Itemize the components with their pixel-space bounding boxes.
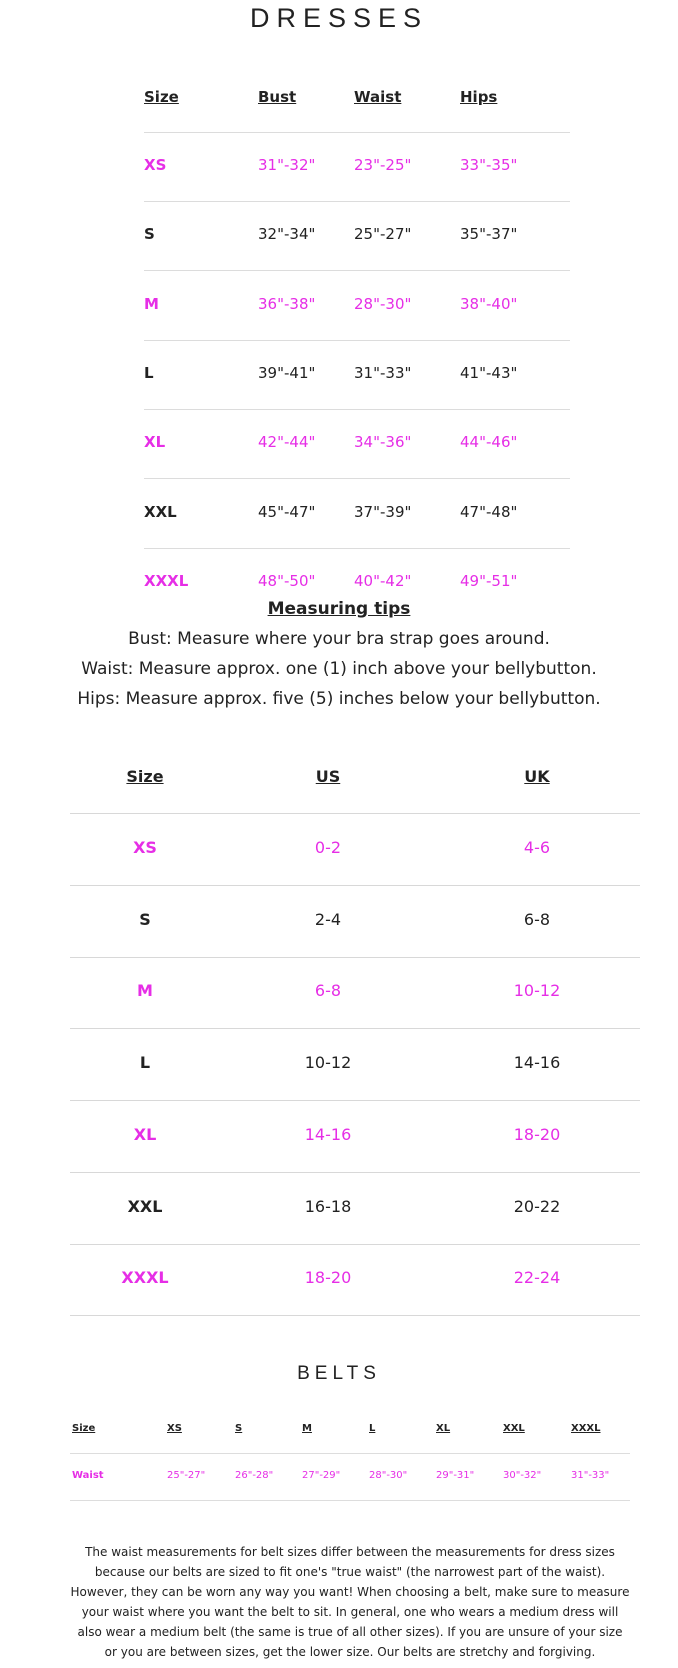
bust-cell: 36"-38" (258, 295, 316, 313)
belt-header-xs: XS (167, 1423, 182, 1434)
row-divider (70, 1500, 630, 1501)
measurement-row (0, 221, 678, 247)
tip-bust: Bust: Measure where your bra strap goes around. (128, 629, 550, 649)
tip-hips: Hips: Measure approx. five (5) inches below your bellybutton. (77, 689, 601, 709)
header-size: Size (144, 88, 179, 106)
conversion-row (0, 1193, 678, 1221)
belt-header-s: S (235, 1423, 243, 1434)
bust-cell: 31"-32" (258, 156, 316, 174)
bust-cell: 32"-34" (258, 225, 316, 243)
belts-title: BELTS (297, 1363, 381, 1384)
size-cell: XL (133, 1125, 157, 1144)
belt-header-size: Size (72, 1423, 96, 1434)
measurement-row (0, 499, 678, 525)
uk-cell: 14-16 (513, 1053, 561, 1072)
size-cell: M (137, 981, 153, 1000)
bust-cell: 45"-47" (258, 503, 316, 521)
conversion-row (0, 1121, 678, 1149)
waist-cell: 40"-42" (354, 572, 412, 590)
row-divider (70, 1172, 640, 1173)
row-divider (70, 1100, 640, 1101)
row-divider (70, 1244, 640, 1245)
us-cell: 6-8 (314, 981, 342, 1000)
belt-waist-xxl: 30"-32" (503, 1470, 542, 1481)
conversion-row (0, 1049, 678, 1077)
size-cell: XXXL (121, 1268, 169, 1287)
conversion-row (0, 977, 678, 1005)
row-divider (144, 548, 570, 549)
us-cell: 16-18 (304, 1197, 352, 1216)
us-cell: 10-12 (304, 1053, 352, 1072)
measurement-row (0, 360, 678, 386)
waist-cell: 31"-33" (354, 364, 412, 382)
waist-cell: 28"-30" (354, 295, 412, 313)
header-waist: Waist (354, 88, 402, 106)
belt-waist-s: 26"-28" (235, 1470, 274, 1481)
size-cell: XS (133, 838, 157, 857)
row-divider (144, 478, 570, 479)
conversion-row (0, 1264, 678, 1292)
row-divider (70, 813, 640, 814)
bust-cell: 42"-44" (258, 433, 316, 451)
waist-cell: 34"-36" (354, 433, 412, 451)
row-divider (70, 1315, 640, 1316)
measurement-row (0, 568, 678, 594)
belt-header-l: L (369, 1423, 376, 1434)
size-cell: S (144, 225, 155, 243)
row-divider (144, 409, 570, 410)
size-cell: S (139, 910, 151, 929)
belt-header-m: M (302, 1423, 312, 1434)
row-divider (144, 340, 570, 341)
belt-header-xxxl: XXXL (571, 1423, 601, 1434)
belt-table-header (0, 1419, 678, 1439)
belt-waist-xxxl: 31"-33" (571, 1470, 610, 1481)
size-cell: L (139, 1053, 151, 1072)
belt-waist-xl: 29"-31" (436, 1470, 475, 1481)
size-cell: XXL (144, 503, 177, 521)
row-divider (70, 885, 640, 886)
conversion-row (0, 906, 678, 934)
waist-cell: 37"-39" (354, 503, 412, 521)
size-cell: XS (144, 156, 167, 174)
uk-cell: 4-6 (523, 838, 551, 857)
row-divider (70, 957, 640, 958)
us-cell: 18-20 (304, 1268, 352, 1287)
row-divider (144, 201, 570, 202)
row-divider (70, 1453, 630, 1454)
measurement-row (0, 429, 678, 455)
uk-cell: 6-8 (523, 910, 551, 929)
hips-cell: 47"-48" (460, 503, 518, 521)
conversion-table-header (0, 763, 678, 791)
uk-cell: 20-22 (513, 1197, 561, 1216)
us-cell: 2-4 (314, 910, 342, 929)
size-cell: XXXL (144, 572, 189, 590)
hips-cell: 33"-35" (460, 156, 518, 174)
belt-waist-l: 28"-30" (369, 1470, 408, 1481)
measurement-row (0, 291, 678, 317)
row-divider (70, 1028, 640, 1029)
tip-waist: Waist: Measure approx. one (1) inch above your bellybutton. (81, 659, 597, 679)
bust-cell: 39"-41" (258, 364, 316, 382)
measurement-row (0, 152, 678, 178)
row-divider (144, 132, 570, 133)
belt-waist-xs: 25"-27" (167, 1470, 206, 1481)
header-us: US (315, 767, 341, 786)
us-cell: 0-2 (314, 838, 342, 857)
size-cell: XXL (127, 1197, 163, 1216)
size-cell: M (144, 295, 159, 313)
waist-cell: 23"-25" (354, 156, 412, 174)
uk-cell: 10-12 (513, 981, 561, 1000)
belt-sizing-note: The waist measurements for belt sizes differ between the measurements for dress sizes because our belts are sized to fit one's "true waist" (the narrowest part of the waist). However, they can be worn any way you want! When choosing a belt, make sure to measure your waist where you want the belt to sit. In general, one who wears a medium dress will also wear a medium belt (the same is true of all other sizes). If you are unsure of your size or you are between sizes, get the lower size. Our belts are stretchy and forgiving. (70, 1545, 630, 1659)
measuring-tips-heading: Measuring tips (267, 599, 411, 619)
row-divider (144, 270, 570, 271)
header-size: Size (126, 767, 164, 786)
belt-header-xl: XL (436, 1423, 451, 1434)
belt-waist-m: 27"-29" (302, 1470, 341, 1481)
hips-cell: 38"-40" (460, 295, 518, 313)
size-cell: L (144, 364, 154, 382)
waist-cell: 25"-27" (354, 225, 412, 243)
hips-cell: 44"-46" (460, 433, 518, 451)
hips-cell: 41"-43" (460, 364, 518, 382)
header-bust: Bust (258, 88, 297, 106)
bust-cell: 48"-50" (258, 572, 316, 590)
hips-cell: 49"-51" (460, 572, 518, 590)
page-title: DRESSES (249, 3, 429, 33)
measurement-table-header (0, 84, 678, 110)
us-cell: 14-16 (304, 1125, 352, 1144)
belt-waist-row (0, 1466, 678, 1486)
hips-cell: 35"-37" (460, 225, 518, 243)
belt-row-label: Waist (72, 1470, 104, 1481)
header-hips: Hips (460, 88, 498, 106)
size-cell: XL (144, 433, 166, 451)
conversion-row (0, 834, 678, 862)
header-uk: UK (524, 767, 550, 786)
uk-cell: 22-24 (513, 1268, 561, 1287)
uk-cell: 18-20 (513, 1125, 561, 1144)
belt-header-xxl: XXL (503, 1423, 525, 1434)
